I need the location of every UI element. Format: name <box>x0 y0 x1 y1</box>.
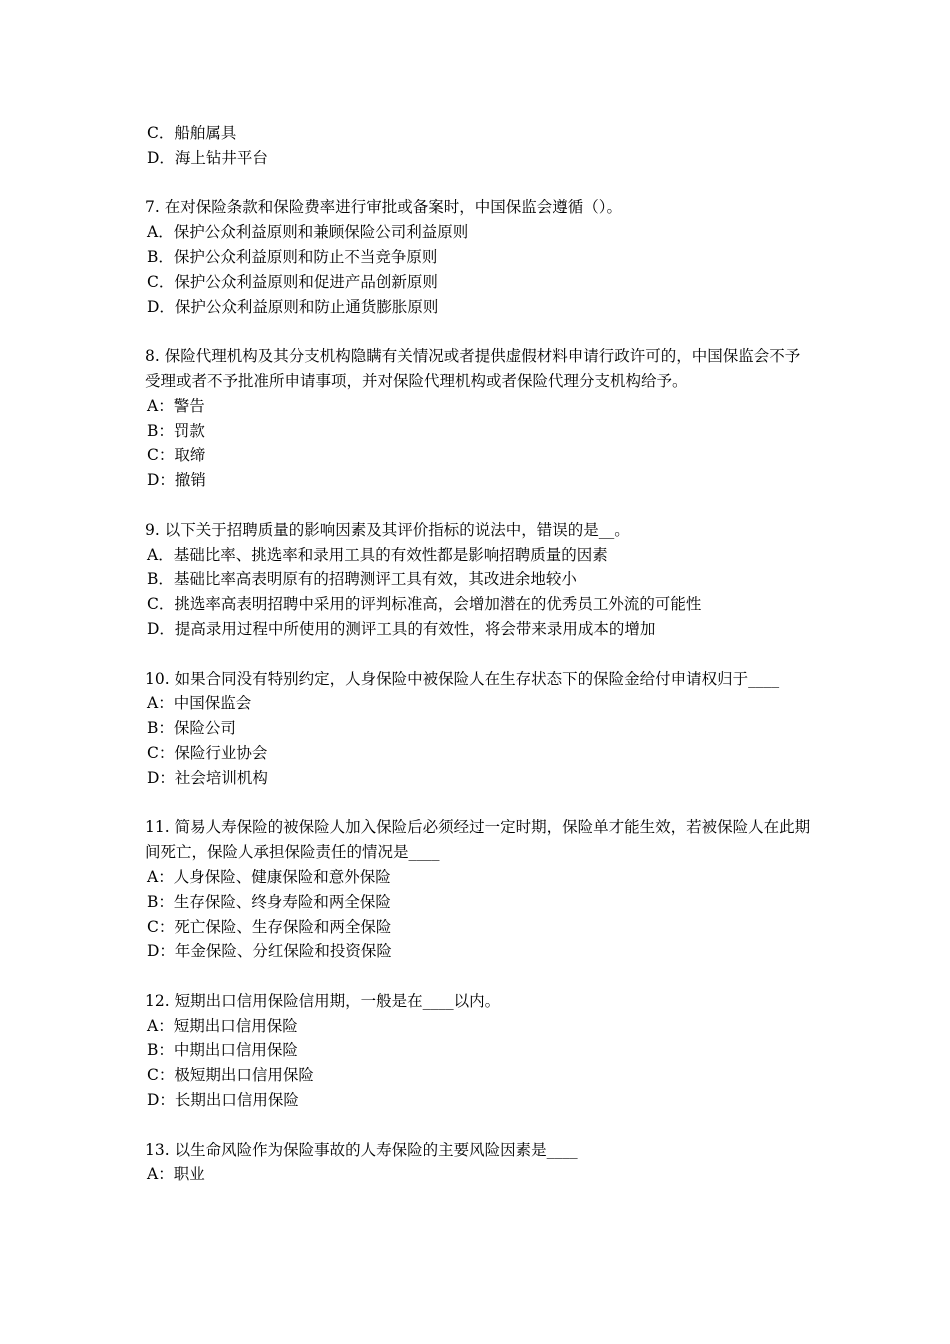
option-line: D．提高录用过程中所使用的测评工具的有效性，将会带来录用成本的增加 <box>147 619 656 638</box>
option-line: C：取缔 <box>147 446 206 465</box>
spacer <box>145 964 815 989</box>
option-line: D：社会培训机构 <box>147 768 268 787</box>
spacer <box>145 493 815 518</box>
option-line: D：年金保险、分红保险和投资保险 <box>147 942 392 961</box>
option-line: A：短期出口信用保险 <box>147 1016 298 1035</box>
option-line: A．保护公众利益原则和兼顾保险公司利益原则 <box>147 223 469 242</box>
option-line: A：人身保险、健康保险和意外保险 <box>147 867 391 886</box>
question-stem: 7. 在对保险条款和保险费率进行审批或备案时，中国保监会遵循（）。 <box>145 198 622 217</box>
question-stem: 12. 短期出口信用保险信用期，一般是在____以内。 <box>145 991 501 1010</box>
option-line: B．基础比率高表明原有的招聘测评工具有效，其改进余地较小 <box>147 570 577 589</box>
option-line: C．船舶属具 <box>147 124 237 142</box>
option-line: C：极短期出口信用保险 <box>147 1066 314 1085</box>
option-line: B．保护公众利益原则和防止不当竞争原则 <box>147 247 438 266</box>
option-line: C．保护公众利益原则和促进产品创新原则 <box>147 272 438 291</box>
option-line: C．挑选率高表明招聘中采用的评判标准高，会增加潜在的优秀员工外流的可能性 <box>147 595 702 614</box>
option-line: B：保险公司 <box>147 719 236 738</box>
option-line: D：长期出口信用保险 <box>147 1091 299 1110</box>
spacer <box>145 642 815 667</box>
option-line: A：中国保监会 <box>147 694 252 713</box>
option-line: A．基础比率、挑选率和录用工具的有效性都是影响招聘质量的因素 <box>147 545 608 564</box>
question-stem: 9. 以下关于招聘质量的影响因素及其评价指标的说法中，错误的是__。 <box>145 520 630 539</box>
option-line: D．海上钻井平台 <box>147 148 268 167</box>
option-line: B：生存保险、终身寿险和两全保险 <box>147 892 391 911</box>
option-line: A：警告 <box>147 396 205 415</box>
option-line: D．保护公众利益原则和防止通货膨胀原则 <box>147 297 439 316</box>
spacer <box>145 319 815 344</box>
option-line: B：罚款 <box>147 421 205 440</box>
document-page <box>145 121 815 1187</box>
question-stem: 10. 如果合同没有特别约定，人身保险中被保险人在生存状态下的保险金给付申请权归于____ <box>145 669 780 688</box>
question-stem: 11. 简易人寿保险的被保险人加入保险后必须经过一定时期，保险单才能生效，若被保险人在此期间死亡，保险人承担保险责任的情况是____ <box>145 818 811 862</box>
option-line: B：中期出口信用保险 <box>147 1041 298 1060</box>
spacer <box>145 791 815 816</box>
question-stem: 13. 以生命风险作为保险事故的人寿保险的主要风险因素是____ <box>145 1140 578 1159</box>
spacer <box>145 171 815 196</box>
option-line: A：职业 <box>147 1165 205 1184</box>
option-line: C：死亡保险、生存保险和两全保险 <box>147 917 392 936</box>
option-line: C：保险行业协会 <box>147 743 268 762</box>
question-stem: 8. 保险代理机构及其分支机构隐瞒有关情况或者提供虚假材料申请行政许可的，中国保监会不予受理或者不予批准所申请事项，并对保险代理机构或者保险代理分支机构给予。 <box>145 347 801 390</box>
option-line: D：撤销 <box>147 471 206 490</box>
spacer <box>145 1113 815 1138</box>
